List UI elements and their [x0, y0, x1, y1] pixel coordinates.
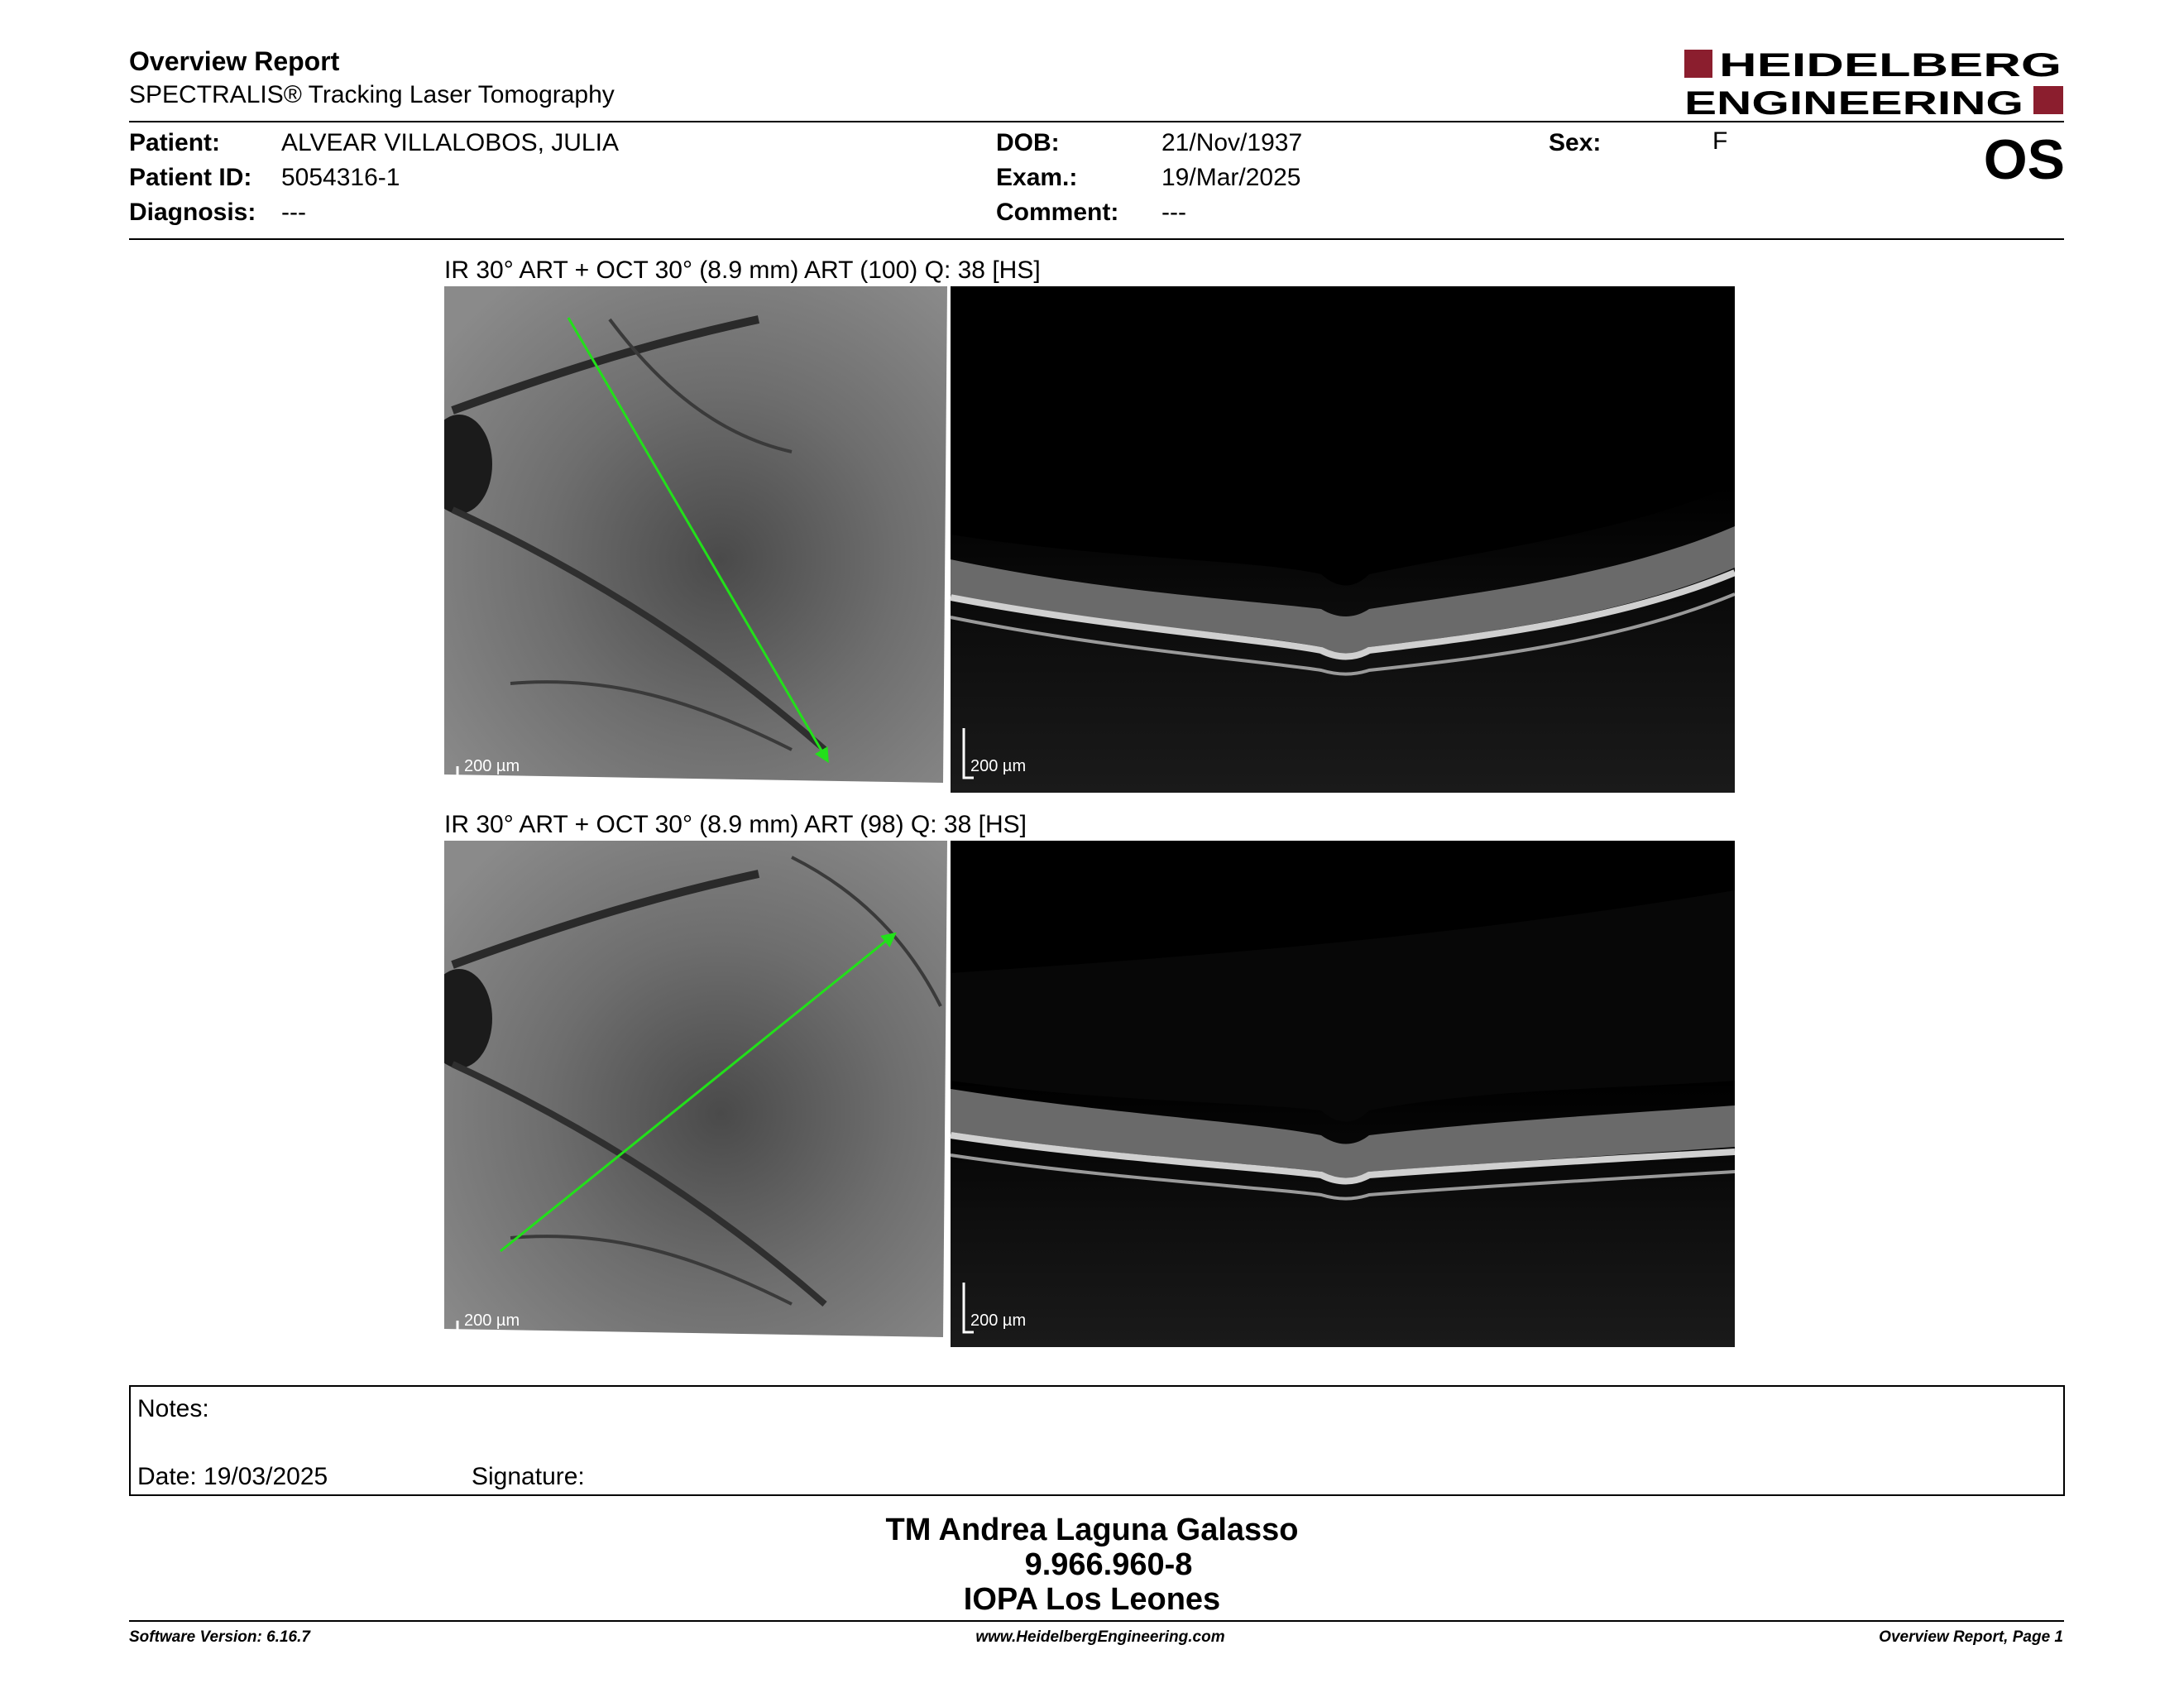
signer-institution: IOPA Los Leones: [963, 1582, 1221, 1617]
scan-image-1: [444, 286, 1735, 793]
scan-image-2: [444, 841, 1735, 1347]
scan-title: IR 30° ART + OCT 30° (8.9 mm) ART (98) Q: 38 [HS]: [444, 811, 1027, 838]
fundus-scale-label: 200 µm: [464, 1312, 520, 1330]
notes-label: Notes:: [137, 1395, 209, 1422]
footer-website-link[interactable]: www.HeidelbergEngineering.com: [975, 1628, 1225, 1646]
comment-label: Comment:: [996, 199, 1119, 226]
report-title: Overview Report: [129, 46, 340, 76]
footer-software-version: Software Version: 6.16.7: [129, 1628, 310, 1646]
sex-value: F: [1712, 127, 1728, 155]
patient-info-rule: [129, 238, 2064, 240]
logo-red-block-top: [1684, 50, 1712, 78]
exam-label: Exam.:: [996, 164, 1078, 191]
comment-value: ---: [1161, 199, 1186, 226]
dob-value: 21/Nov/1937: [1161, 129, 1303, 156]
heidelberg-logo: [1684, 48, 2065, 117]
sex-label: Sex:: [1549, 129, 1602, 156]
logo-line2: ENGINEERING: [1684, 85, 2024, 117]
exam-value: 19/Mar/2025: [1161, 164, 1301, 191]
patient-id-label: Patient ID:: [129, 164, 252, 191]
diagnosis-value: ---: [281, 199, 306, 226]
notes-box: [129, 1385, 2065, 1496]
patient-name: ALVEAR VILLALOBOS, JULIA: [281, 129, 619, 156]
header-rule: [129, 121, 2064, 122]
signature-label: Signature:: [472, 1463, 585, 1490]
oct-scale-label: 200 µm: [970, 1312, 1027, 1330]
footer-rule: [129, 1620, 2064, 1622]
report-subtitle: SPECTRALIS® Tracking Laser Tomography: [129, 81, 615, 108]
patient-label: Patient:: [129, 129, 221, 156]
notes-date: Date: 19/03/2025: [137, 1463, 328, 1490]
signer-id: 9.966.960-8: [1024, 1547, 1193, 1582]
logo-line1: HEIDELBERG: [1719, 48, 2062, 84]
diagnosis-label: Diagnosis:: [129, 199, 256, 226]
fundus-scale-label: 200 µm: [464, 757, 520, 775]
dob-label: DOB:: [996, 129, 1060, 156]
signer-name: TM Andrea Laguna Galasso: [885, 1513, 1299, 1547]
oct-scale-label: 200 µm: [970, 757, 1027, 775]
logo-red-block-bottom: [2033, 86, 2063, 114]
scan-title: IR 30° ART + OCT 30° (8.9 mm) ART (100) Q: 38 [HS]: [444, 257, 1041, 284]
footer-page-number: Overview Report, Page 1: [1879, 1628, 2063, 1646]
eye-indicator: OS: [1983, 128, 2065, 191]
patient-id-value: 5054316-1: [281, 164, 400, 191]
